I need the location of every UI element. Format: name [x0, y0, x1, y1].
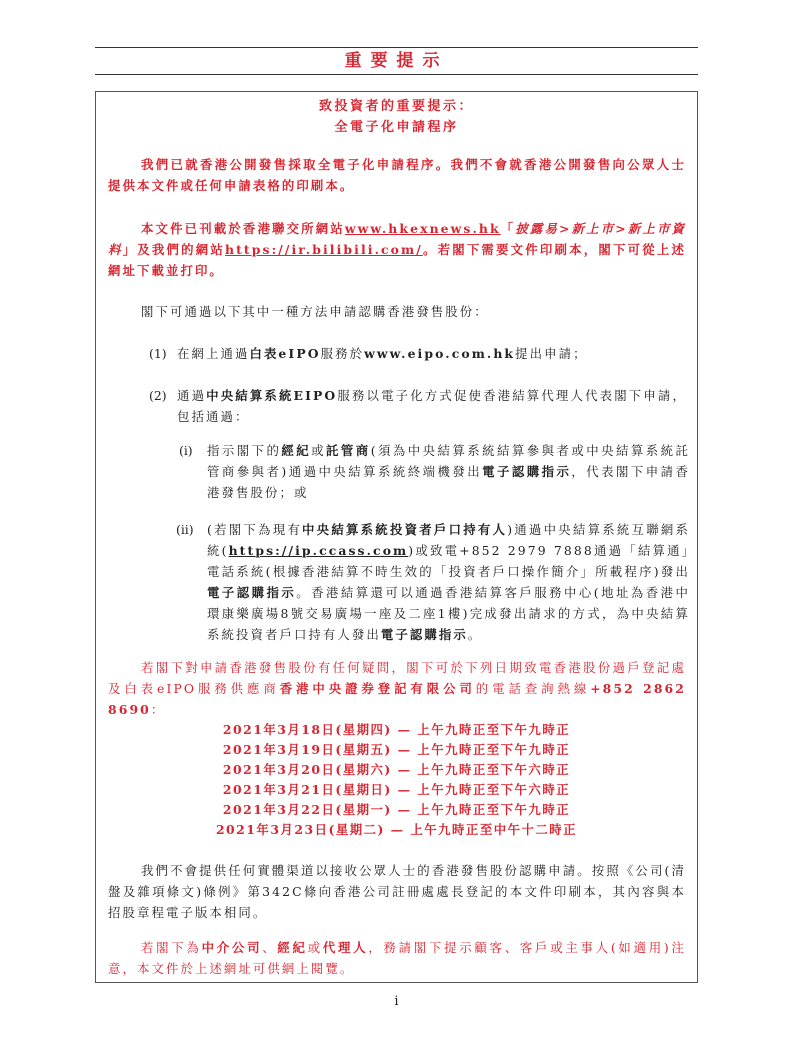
sub-i-t3: (須為中央結算系統結算參與者或中央結算系統託管商參與者)通過中央結算系統終端機發出 [207, 443, 691, 479]
sub-ii-t5: 。 [467, 627, 483, 642]
sub-i-electronic-instructions: 電子認購指示 [482, 464, 572, 479]
item1-suffix: 提出申請； [515, 346, 588, 361]
item1-mid: 服務於 [320, 346, 365, 361]
para6-t1: 若閣下為 [141, 940, 202, 955]
ccass-link[interactable]: https://ip.ccass.com [228, 543, 409, 558]
agents: 代理人 [322, 940, 369, 955]
sub-ii-t4: 。香港結算還可以通過香港結算客戶服務中心(地址為香港中環康樂廣場8號交易廣場一座及二座1樓)完成發出請求的方式，為中央結算系統投資者戶口持有人發出 [207, 585, 690, 642]
notice-heading [96, 96, 697, 138]
notice-box [95, 91, 698, 983]
sub-item-ii-text [207, 519, 690, 645]
sub-item-i-text [207, 440, 690, 503]
sub-ii-electronic-instructions-1: 電子認購指示 [207, 585, 297, 600]
sub-ii-electronic-instructions-2: 電子認購指示 [380, 627, 468, 642]
quote-open: 「 [500, 221, 516, 236]
schedule-row: 2021年3月22日(星期一) — 上午九時正至下午九時正 [222, 802, 571, 817]
notice-heading-line1: 致投資者的重要提示： [318, 99, 474, 114]
bilibili-ir-link[interactable]: https://ir.bilibili.com/ [224, 242, 423, 257]
top-rule [95, 47, 698, 48]
item2-text [177, 385, 687, 427]
hkexnews-link[interactable]: www.hkexnews.hk [344, 221, 501, 236]
sub-ii-t3: )或致電+852 2979 7888通過「結算通」電話系統(根據香港結算不時生效的「投資者戶口操作簡介」所載程序)發出 [207, 543, 690, 579]
sub-i-t2: 或 [311, 443, 327, 458]
schedule-row: 2021年3月18日(星期四) — 上午九時正至下午九時正 [222, 722, 571, 737]
para6-t3: 或 [307, 940, 323, 955]
eipo-url[interactable]: www.eipo.com.hk [364, 346, 516, 361]
schedule-row: 2021年3月19日(星期五) — 上午九時正至下午九時正 [222, 742, 571, 757]
paragraph-document-availability [108, 218, 686, 281]
paragraph-intermediaries [108, 937, 686, 979]
para2-suffix: 。若閣下需要文件印刷本，閣下可從上述網址下載並打印。 [108, 242, 686, 278]
sub-ii-investor-participant: 中央結算系統投資者戶口持有人 [302, 522, 508, 537]
page-number: i [394, 994, 399, 1009]
ccass-eipo: 中央結算系統EIPO [206, 388, 338, 403]
intermediaries: 中介公司 [201, 940, 263, 955]
brokers: 經紀 [277, 940, 308, 955]
computershare-name: 香港中央證券登記有限公司 [279, 681, 476, 696]
paragraph-methods-intro: 閣下可通過以下其中一種方法申請認購香港發售股份： [141, 304, 489, 319]
item1-text [177, 343, 687, 364]
paragraph-electronic-only: 我們已就香港公開發售採取全電子化申請程序。我們不會就香港公開發售向公眾人士提供本文件或任何申請表格的印刷本。 [108, 157, 686, 193]
para6-t4: ，務請閣下提示顧客、客戶或主事人(如適用)注意，本文件於上述網址可供網上閱覽。 [108, 940, 686, 976]
schedule-row: 2021年3月20日(星期六) — 上午九時正至下午六時正 [222, 762, 571, 777]
sub-i-t4: ，代表閣下申請香港發售股份；或 [207, 464, 690, 500]
hotline-number: +852 2862 8690 [108, 681, 686, 717]
sub-i-broker: 經紀 [281, 443, 312, 458]
title-bottom-rule [95, 74, 698, 75]
paragraph-enquiry-hotline [108, 657, 686, 720]
para4-t2: 的電話查詢熱線 [475, 681, 591, 696]
item2-prefix: 通過 [177, 388, 207, 403]
para6-t2: 、 [262, 940, 278, 955]
white-form-eipo: 白表eIPO [249, 346, 321, 361]
sub-item-i-label: (i) [179, 443, 193, 458]
notice-heading-line2: 全電子化申請程序 [334, 120, 459, 135]
paragraph-no-physical-channel: 我們不會提供任何實體渠道以接收公眾人士的香港發售股份認購申請。按照《公司(清盤及雜項條文)條例》第342C條向香港公司註冊處處長登記的本文件印刷本，其內容與本招股章程電子版本相同。 [108, 863, 686, 920]
para4-t1: 若閣下對申請香港發售股份有任何疑問，閣下可於下列日期致電香港股份過戶登記處及白表eIPO服務供應商 [108, 660, 686, 696]
sub-i-custodian: 託管商 [326, 443, 371, 458]
sub-ii-t1: (若閣下為現有 [207, 522, 303, 537]
sub-item-ii-label: (ii) [176, 522, 194, 537]
item1-prefix: 在網上通過 [177, 346, 250, 361]
nav-path: 披露易>新上市>新上市資料 [108, 221, 686, 257]
item2-label: (2) [149, 388, 167, 403]
sub-ii-t2: )通過中央結算系統互聯網系統( [207, 522, 690, 558]
page-title: 重要提示 [344, 51, 449, 71]
schedule-row: 2021年3月23日(星期二) — 上午九時正至中午十二時正 [215, 822, 578, 837]
schedule-row: 2021年3月21日(星期日) — 上午九時正至下午六時正 [222, 782, 571, 797]
para4-t3: ： [150, 702, 166, 717]
para2-prefix: 本文件已刊載於香港聯交所網站 [141, 221, 345, 236]
item1-label: (1) [149, 346, 167, 361]
quote-close: 」及我們的網站 [122, 242, 225, 257]
item2-suffix: 服務以電子化方式促使香港結算代理人代表閣下申請，包括通過： [177, 388, 687, 424]
sub-i-t1: 指示閣下的 [207, 443, 282, 458]
